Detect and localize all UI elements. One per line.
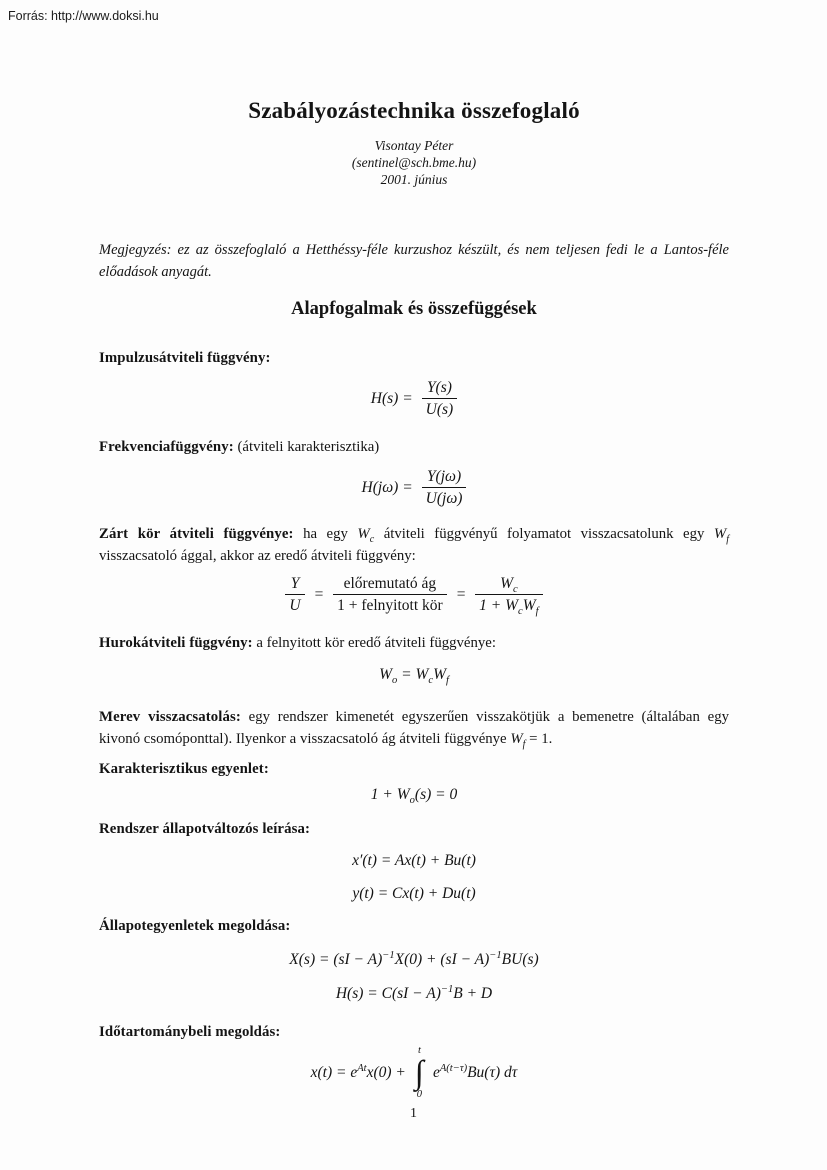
source-header: Forrás: http://www.doksi.hu xyxy=(8,9,159,23)
term-characteristic-equation xyxy=(99,758,729,780)
page-number: 1 xyxy=(410,1106,417,1121)
term-closed-loop xyxy=(99,523,729,567)
fraction-denominator: $1 + W_cW_f$ xyxy=(475,594,542,616)
document-date: 2001. június xyxy=(380,172,448,187)
term-characteristic-label: Karakterisztikus egyenlet: xyxy=(99,761,269,777)
formula-lhs: $x(t) = e^{At}x(0)$ + xyxy=(310,1062,406,1081)
formula-closed-loop xyxy=(99,573,729,616)
formula-characteristic-equation: $1 + W_o(s) = 0$ xyxy=(370,786,458,807)
fraction-numerator: előremutató ág xyxy=(343,575,437,592)
term-rigid-text: egy rendszer kimenetét egyszerűen visszakötjük a bemenetre (általában egy kivonó csomóponttal). Ilyenkor a visszacsatoló ág átviteli függvénye $W_f = 1$. xyxy=(99,709,729,750)
formula-lhs: H(s) = xyxy=(370,389,413,407)
term-rigid-label: Merev visszacsatolás: xyxy=(99,709,241,725)
fraction xyxy=(422,466,467,509)
equals-sign: = xyxy=(455,585,467,603)
fraction xyxy=(333,573,447,616)
fraction-numerator: Y xyxy=(290,575,300,592)
formula-state-equation-1: x′(t) = Ax(t) + Bu(t) xyxy=(352,852,476,869)
fraction xyxy=(422,377,458,420)
fraction-denominator: U xyxy=(285,594,304,616)
fraction-numerator: $W_c$ xyxy=(500,575,518,596)
formula-state-solution-1: X(s) = (sI − A)$^{-1}$X(0) + (sI − A)$^{-1}$BU(s) xyxy=(289,949,539,968)
term-loop-transfer xyxy=(99,632,729,654)
term-time-domain-label: Időtartománybeli megoldás: xyxy=(99,1024,281,1040)
term-state-space-label: Rendszer állapotváltozós leírása: xyxy=(99,821,310,837)
formula-rhs: $e^{A(t-\tau)}Bu(\tau)$ dτ xyxy=(432,1062,518,1081)
formula-impulse-transfer xyxy=(99,377,729,420)
term-loop-label: Hurokátviteli függvény: xyxy=(99,635,253,651)
term-frequency-label: Frekvenciafüggvény: xyxy=(99,439,234,455)
document-title: Szabályozástechnika összefoglaló xyxy=(248,98,580,123)
term-state-solution-label: Állapotegyenletek megoldása: xyxy=(99,918,291,934)
term-state-space xyxy=(99,818,729,840)
term-frequency-function xyxy=(99,436,729,458)
term-loop-text: a felnyitott kör eredő átviteli függvénye: xyxy=(256,635,496,651)
term-closed-loop-label: Zárt kör átviteli függvénye: xyxy=(99,526,294,542)
fraction xyxy=(285,573,304,616)
equals-sign: = xyxy=(313,585,325,603)
term-state-solution xyxy=(99,915,729,937)
fraction-numerator: Y(s) xyxy=(426,379,452,396)
formula-lhs: H(jω) = xyxy=(361,478,413,496)
term-rigid-feedback xyxy=(99,706,729,750)
integral-glyph: ∫ xyxy=(414,1055,424,1091)
term-frequency-suffix: (átviteli karakterisztika) xyxy=(237,439,380,455)
section-heading: Alapfogalmak és összefüggések xyxy=(291,299,537,319)
document-content xyxy=(99,0,729,1101)
integral-lower-bound: 0 xyxy=(416,1089,423,1100)
fraction-numerator: Y(jω) xyxy=(426,468,462,485)
integral-upper-bound: t xyxy=(417,1045,421,1056)
formula-time-domain xyxy=(99,1045,729,1101)
formula-state-solution-2: H(s) = C(sI − A)$^{-1}$B + D xyxy=(335,983,493,1002)
note-paragraph: Megjegyzés: ez az összefoglaló a Hetthéssy-féle kurzushoz készült, és nem teljesen fedi le a Lantos-féle előadások anyagát. xyxy=(99,242,729,280)
term-impulse-label: Impulzusátviteli függvény: xyxy=(99,350,271,366)
fraction-denominator: 1 + felnyitott kör xyxy=(333,594,447,616)
formula-state-equation-2: y(t) = Cx(t) + Du(t) xyxy=(352,885,476,902)
term-impulse-transfer xyxy=(99,347,729,369)
term-time-domain xyxy=(99,1021,729,1043)
author-name: Visontay Péter xyxy=(374,138,454,153)
term-closed-loop-text: ha egy $W_c$ átviteli függvényű folyamatot visszacsatolunk egy $W_f$ visszacsatoló ággal, akkor az eredő átviteli függvény: xyxy=(99,526,730,564)
fraction xyxy=(475,573,542,616)
integral-sign xyxy=(415,1045,424,1101)
formula-loop-transfer: $W_o = W_cW_f$ xyxy=(379,666,449,687)
author-email: (sentinel@sch.bme.hu) xyxy=(351,155,477,170)
fraction-denominator: U(s) xyxy=(422,398,458,420)
formula-frequency-function xyxy=(99,466,729,509)
fraction-denominator: U(jω) xyxy=(422,487,467,509)
author-block xyxy=(99,137,729,188)
